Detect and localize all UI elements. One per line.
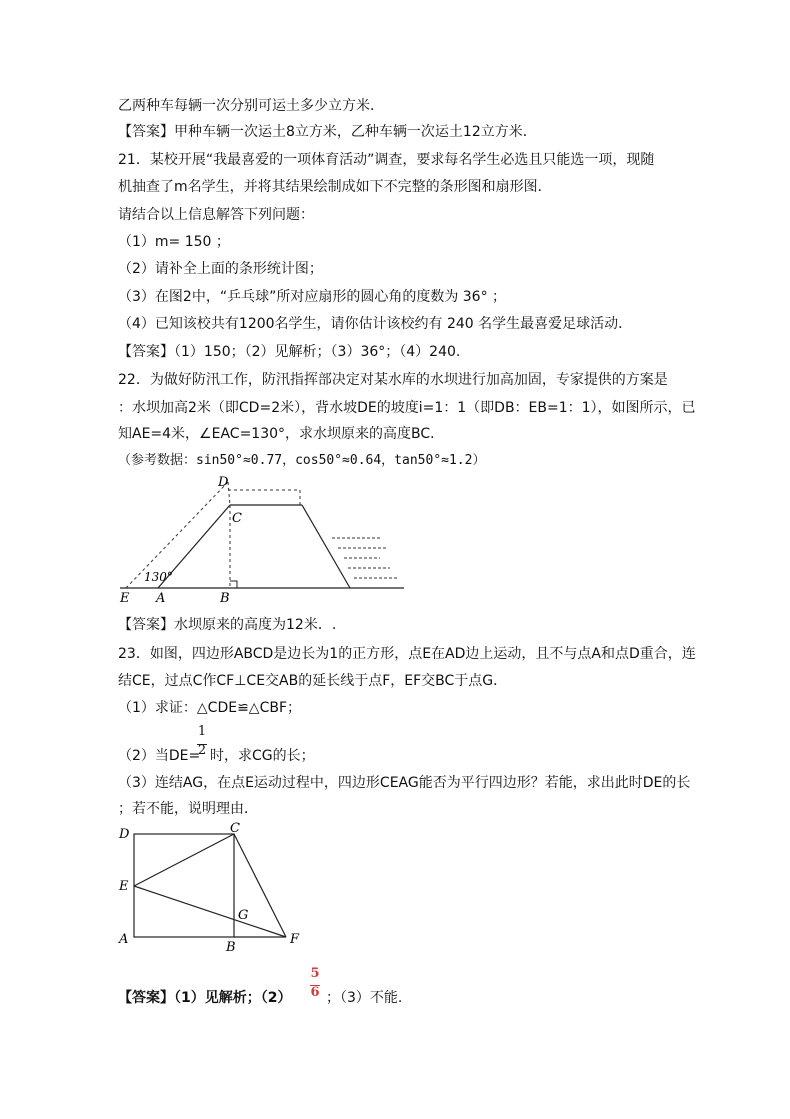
question-22-line-3: 知AE=4米，∠EAC=130°，求水坝原来的高度BC． [118, 426, 445, 442]
question-21-part-4: （4）已知该校共有1200名学生，请你估计该校约有 240 名学生最喜爱足球活动． [118, 316, 633, 332]
label-b: B [226, 940, 236, 954]
label-g: G [238, 908, 249, 923]
question-23-part-2-prefix: （2）当DE= [118, 748, 201, 764]
question-23-part-3-line-2: ；若不能，说明理由． [118, 801, 258, 817]
text-line: 乙两种车每辆一次分别可运土多少立方米． [118, 98, 384, 114]
fraction-denominator: 2 [197, 743, 207, 758]
question-21-part-2: （2）请补全上面的条形统计图； [118, 261, 323, 277]
dam-figure [118, 474, 408, 606]
fraction-numerator: 1 [197, 724, 207, 739]
question-23-line-1: 23．如图，四边形ABCD是边长为1的正方形，点E在AD边上运动，且不与点A和点D重合，连 [118, 646, 696, 662]
question-21-line-2: 机抽查了m名学生，并将其结果绘制成如下不完整的条形图和扇形图． [118, 179, 552, 195]
square-figure [118, 822, 308, 954]
question-21-instruction: 请结合以上信息解答下列问题： [118, 207, 314, 223]
label-c: C [232, 511, 242, 526]
label-a: A [156, 591, 166, 606]
question-23-part-1: （1）求证：△CDE≌△CBF； [118, 700, 302, 716]
label-angle: 130° [144, 570, 173, 584]
question-22-line-2: ：水坝加高2米（即CD=2米），背水坡DE的坡度i=1：1（即DB：EB=1：1），如图所示，已 [118, 400, 696, 416]
question-21-part-1: （1）m= 150 ； [118, 234, 230, 250]
question-22-line-1: 22．为做好防汛工作，防汛指挥部决定对某水库的水坝进行加高加固，专家提供的方案是 [118, 372, 668, 388]
fraction-denominator: 6 [310, 985, 320, 1000]
question-21-line-1: 21．某校开展“我最喜爱的一项体育活动”调查，要求每名学生必选且只能选一项，现随 [118, 152, 655, 168]
label-d: D [218, 475, 229, 490]
answer-line-prefix: 【答案】（1）见解析；（2） [118, 990, 292, 1006]
answer-line: 【答案】甲种车辆一次运土8立方米，乙种车辆一次运土12立方米． [118, 124, 537, 140]
answer-line: 【答案】（1）150；（2）见解析；（3）36°；（4）240. [118, 344, 461, 360]
question-23-part-3-line-1: （3）连结AG，在点E运动过程中，四边形CEAG能否为平行四边形？若能，求出此时DE的长 [118, 775, 691, 791]
reference-data: （参考数据：sin50°≈0.77，cos50°≈0.64，tan50°≈1.2） [118, 453, 486, 468]
question-23-part-2-suffix: 时，求CG的长； [210, 748, 315, 764]
label-d: D [119, 827, 130, 842]
label-c: C [230, 822, 240, 836]
question-23-line-2: 结CE，过点C作CF⊥CE交AB的延长线于点F，EF交BC于点G． [118, 673, 508, 689]
answer-line: 【答案】水坝原来的高度为12米．. [118, 617, 337, 633]
label-e: E [119, 879, 129, 894]
label-b: B [220, 591, 230, 606]
label-a: A [119, 932, 129, 947]
label-e: E [120, 591, 130, 606]
answer-line-suffix: ；（3）不能. [326, 990, 403, 1006]
label-f: F [290, 932, 300, 947]
fraction-numerator: 5 [310, 966, 320, 981]
question-21-part-3: （3）在图2中，“乒乓球”所对应扇形的圆心角的度数为 36° ； [118, 289, 507, 305]
